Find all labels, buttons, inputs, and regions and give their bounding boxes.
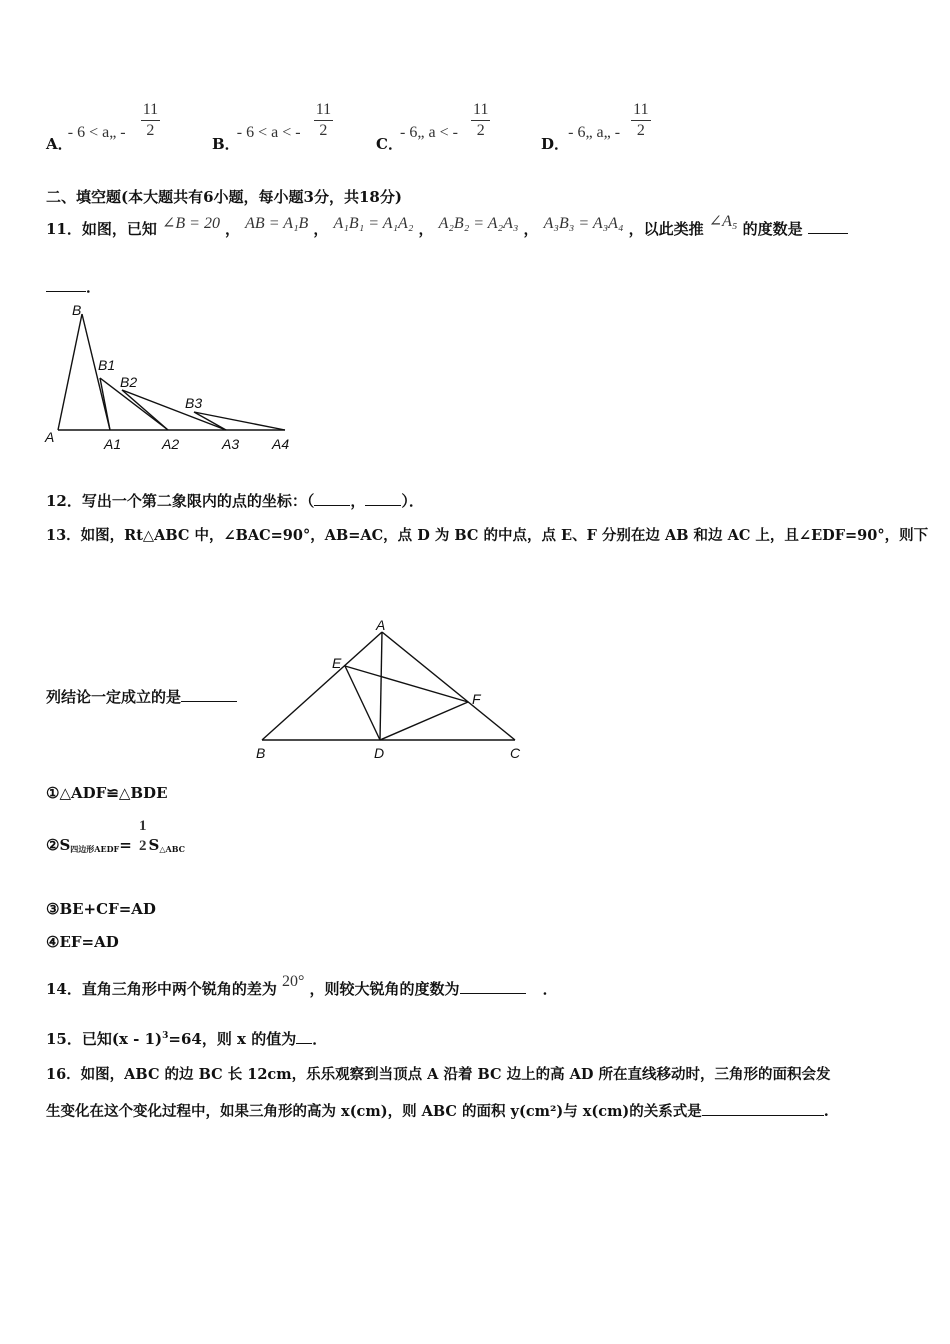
q11-cond-3: A₂B₂ = A₂A₃	[438, 215, 519, 232]
option-d	[541, 100, 651, 153]
label-C: C	[510, 745, 521, 761]
label-A2: A2	[162, 436, 180, 452]
question-15	[46, 1028, 327, 1049]
label-A1: A1	[104, 436, 122, 452]
q11-answer-blank[interactable]	[808, 233, 848, 234]
option-a	[46, 100, 160, 153]
label-B: B	[256, 745, 266, 761]
q14-text-1: 14．直角三角形中两个锐角的差为	[46, 980, 277, 998]
seg-B-A	[262, 632, 382, 740]
q13-line-2	[46, 686, 237, 707]
q13-c2-den: 2	[139, 838, 147, 854]
q11-cond-2: A₁B₁ = A₁A₂	[333, 215, 414, 232]
q11-mid: ，以此类推	[628, 220, 704, 238]
question-13: 13．如图，Rt△ABC 中，∠BAC=90°，AB=AC，点 D 为 BC 的中点，点 E、F 分别在边 AB 和边 AC 上，且∠EDF=90°，则下	[46, 527, 929, 544]
label-B1: B1	[98, 357, 116, 373]
q16-line-2-text: 生变化在这个变化过程中，如果三角形的高为 x(cm)，则 ABC 的面积 y(cm²)与 x(cm)的关系式是	[46, 1103, 702, 1120]
q11-sep-3: ，	[418, 220, 434, 238]
q12-blank-x[interactable]	[314, 505, 350, 506]
seg-D-F	[380, 702, 468, 740]
q13-conclusion-3: ③BE+CF=AD	[46, 900, 156, 918]
q12-blank-y[interactable]	[365, 505, 401, 506]
q11-sep-2: ，	[313, 220, 329, 238]
label-D: D	[374, 745, 385, 761]
q15-end: ．	[312, 1030, 328, 1048]
seg-A-C	[382, 632, 515, 740]
label-A: A	[376, 618, 386, 633]
q11-end: ．	[86, 278, 102, 296]
label-B2: B2	[120, 374, 138, 390]
q16-end: .	[823, 1103, 829, 1120]
seg-E-F	[345, 666, 468, 702]
option-a-den: 2	[146, 122, 155, 139]
option-c-fraction	[471, 100, 490, 141]
q13-c2-fraction	[137, 816, 149, 856]
q11-cond-1: AB = A₁B	[245, 215, 309, 232]
seg-A-D	[380, 632, 382, 740]
question-12	[46, 490, 424, 511]
seg-E-D	[345, 666, 380, 740]
seg-A1-B1	[100, 378, 110, 430]
option-d-num: 11	[631, 100, 650, 121]
question-11	[46, 213, 848, 239]
option-d-expr: - 6„ a„ -	[568, 124, 621, 141]
label-A4: A4	[272, 436, 290, 452]
q11-blank-line2	[46, 276, 101, 297]
option-a-expr: - 6 < a„ -	[67, 124, 126, 141]
label-B3: B3	[185, 395, 203, 411]
q11-sep-1: ，	[225, 220, 241, 238]
q13-conclusion-4: ④EF=AD	[46, 933, 119, 951]
option-c-expr: - 6„ a < -	[400, 124, 458, 141]
option-c-den: 2	[476, 122, 485, 139]
q11-sep-4: ，	[523, 220, 539, 238]
q15-text-2: =64，则 x 的值为	[168, 1030, 297, 1048]
label-B: B	[72, 302, 82, 318]
section-title: 二、填空题(本大题共有6小题，每小题3分，共18分)	[46, 188, 402, 206]
label-A3: A3	[222, 436, 240, 452]
option-a-num: 11	[141, 100, 160, 121]
q11-figure	[40, 300, 300, 458]
q15-answer-blank[interactable]	[296, 1043, 312, 1044]
q12-text-2: ）．	[401, 492, 424, 510]
question-14	[46, 973, 558, 999]
q11-answer-blank-2[interactable]	[46, 291, 86, 292]
seg-B3-A4	[194, 412, 285, 430]
seg-B2-A3	[122, 390, 226, 430]
option-d-label: D．	[541, 135, 570, 153]
question-16-line-2	[46, 1100, 829, 1121]
seg-A2-B2	[122, 390, 168, 430]
q14-end: ．	[542, 980, 558, 998]
label-A: A	[45, 429, 55, 445]
question-16-line-1: 16．如图，ABC 的边 BC 长 12cm，乐乐观察到当顶点 A 沿着 BC 边上的高 AD 所在直线移动时，三角形的面积会发	[46, 1066, 831, 1083]
q13-c2-pre: ②S	[46, 836, 71, 854]
option-a-fraction	[141, 100, 160, 141]
q13-c2-sub2: △ABC	[159, 844, 185, 854]
q14-text-2: ，则较大锐角的度数为	[309, 980, 460, 998]
q12-text-1: 12．写出一个第二象限内的点的坐标：（	[46, 492, 315, 510]
option-b-label: B．	[212, 135, 240, 153]
q11-target: ∠A₅	[708, 213, 738, 230]
option-c-num: 11	[471, 100, 490, 121]
q13-answer-blank[interactable]	[181, 701, 237, 702]
q13-conclusion-1: ①△ADF≌△BDE	[46, 784, 168, 802]
option-a-label: A．	[46, 135, 73, 153]
option-c-label: C．	[376, 135, 403, 153]
q13-c2-num: 1	[139, 818, 147, 834]
q13-conclusion-2	[46, 816, 185, 856]
q11-cond-4: A₃B₃ = A₃A₄	[543, 215, 624, 232]
q14-value: 20°	[281, 973, 305, 990]
q15-sup: 3	[162, 1031, 169, 1041]
option-d-fraction	[631, 100, 650, 141]
q13-c2-eq: =	[119, 836, 132, 854]
q16-answer-blank[interactable]	[702, 1115, 824, 1116]
q13-figure	[250, 618, 530, 764]
label-E: E	[332, 655, 342, 671]
option-b-expr: - 6 < a < -	[236, 124, 301, 141]
option-b-fraction	[314, 100, 333, 141]
option-b-num: 11	[314, 100, 333, 121]
q13-text-2: 列结论一定成立的是	[46, 688, 182, 706]
q11-angle: ∠B = 20	[161, 215, 220, 232]
option-c	[376, 100, 490, 153]
q14-answer-blank[interactable]	[460, 993, 526, 994]
q13-c2-post: S	[148, 836, 160, 854]
option-b	[212, 100, 333, 153]
option-b-den: 2	[319, 122, 328, 139]
q12-comma: ，	[350, 492, 366, 510]
option-d-den: 2	[636, 122, 645, 139]
q11-prefix: 11．如图，已知	[46, 220, 157, 238]
label-F: F	[472, 691, 481, 707]
q11-suffix: 的度数是	[742, 220, 803, 238]
q13-c2-sub: 四边形AEDF	[70, 844, 120, 854]
q15-text-1: 15．已知(x - 1)	[46, 1030, 163, 1048]
seg-A-B	[58, 314, 82, 430]
